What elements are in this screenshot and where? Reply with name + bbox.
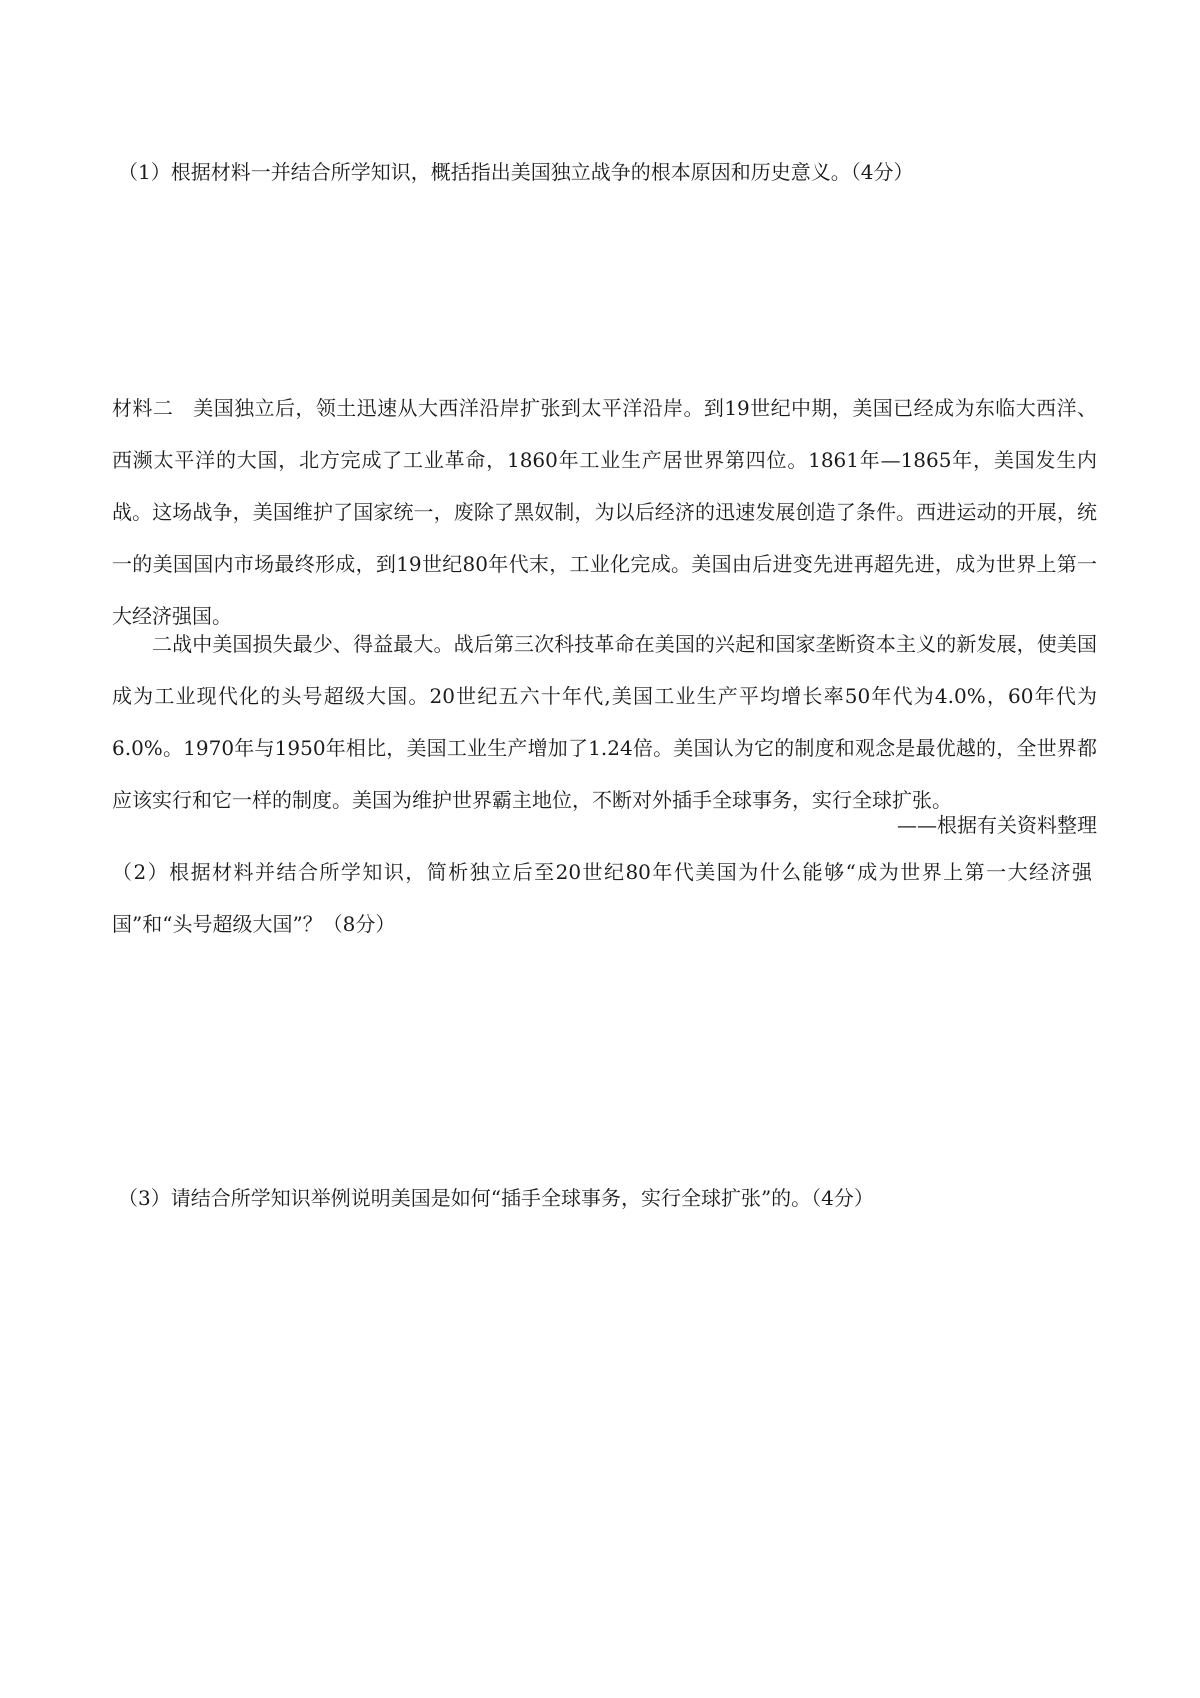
- material-2-label: 材料二: [112, 396, 174, 420]
- material-2-paragraph-1-text: 美国独立后，领土迅速从大西洋沿岸扩张到太平洋沿岸。到19世纪中期，美国已经成为东临大西洋、西濒太平洋的大国，北方完成了工业革命，1860年工业生产居世界第四位。1861年—1865年，美国发生内战。这场战争，美国维护了国家统一，废除了黑奴制，为以后经济的迅速发展创造了条件。西进运动的开展，统一的美国国内市场最终形成，到19世纪80年代末，工业化完成。美国由后进变先进再超先进，成为世界上第一大经济强国。: [112, 396, 1098, 628]
- question-3: （3）请结合所学知识举例说明美国是如何“插手全球事务，实行全球扩张”的。（4分）: [118, 1186, 874, 1210]
- question-1: （1）根据材料一并结合所学知识，概括指出美国独立战争的根本原因和历史意义。（4分）: [118, 160, 914, 184]
- material-2-source: ——根据有关资料整理: [897, 813, 1097, 837]
- material-2-paragraph-2: 二战中美国损失最少、得益最大。战后第三次科技革命在美国的兴起和国家垄断资本主义的新发展，使美国成为工业现代化的头号超级大国。20世纪五六十年代,美国工业生产平均增长率50年代为4.0%，60年代为6.0%。1970年与1950年相比，美国工业生产增加了1.24倍。美国认为它的制度和观念是最优越的，全世界都应该实行和它一样的制度。美国为维护世界霸主地位，不断对外插手全球事务，实行全球扩张。: [112, 632, 1097, 812]
- question-2: （2）根据材料并结合所学知识，简析独立后至20世纪80年代美国为什么能够“成为世界上第一大经济强国”和“头号超级大国”？（8分）: [112, 860, 1092, 936]
- material-2-paragraph-1: [112, 382, 1097, 642]
